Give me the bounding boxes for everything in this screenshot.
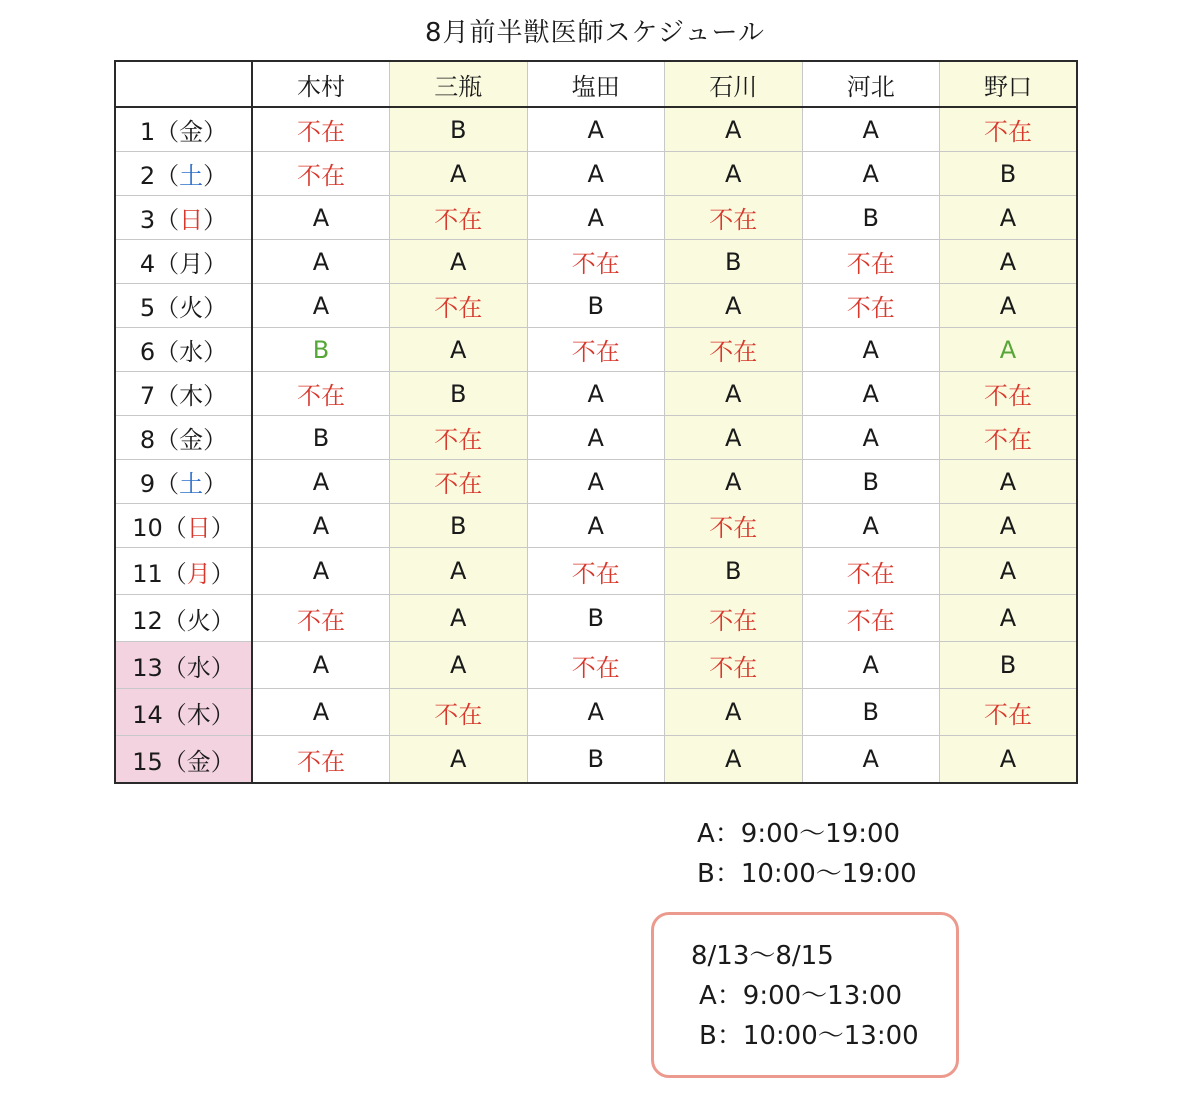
day-number: 6	[139, 338, 156, 366]
shift-cell: 不在	[252, 372, 390, 416]
special-hours-note	[651, 912, 959, 1078]
paren-open: （	[155, 338, 180, 366]
paren-close: ）	[210, 559, 235, 588]
shift-cell: 不在	[665, 504, 803, 548]
shift-cell: A	[252, 284, 390, 328]
paren-close: ）	[203, 338, 228, 366]
shift-cell: 不在	[940, 107, 1078, 152]
legend-line-a: A：9:00〜19:00	[697, 819, 901, 849]
weekday-label: 金	[179, 118, 204, 146]
shift-cell: A	[802, 642, 940, 689]
shift-cell: B	[390, 504, 528, 548]
day-number: 4	[139, 250, 156, 278]
day-cell	[115, 504, 252, 548]
shift-cell: 不在	[665, 642, 803, 689]
corner-cell	[115, 61, 252, 107]
note-line-a: A：9:00〜13:00	[699, 981, 903, 1011]
day-cell	[115, 416, 252, 460]
page-title: 8月前半獣医師スケジュール	[425, 18, 765, 48]
day-number: 11	[132, 559, 163, 588]
paren-open: （	[162, 653, 187, 682]
shift-cell: A	[390, 595, 528, 642]
shift-cell: 不在	[252, 107, 390, 152]
doctor-header: 塩田	[527, 61, 665, 107]
shift-cell: B	[527, 736, 665, 784]
shift-cell: B	[527, 595, 665, 642]
paren-open: （	[155, 382, 180, 410]
shift-cell: 不在	[527, 240, 665, 284]
shift-cell: A	[940, 328, 1078, 372]
shift-cell: A	[252, 548, 390, 595]
shift-cell: 不在	[665, 196, 803, 240]
day-cell	[115, 328, 252, 372]
shift-cell: A	[390, 152, 528, 196]
shift-cell: A	[802, 107, 940, 152]
shift-cell: A	[527, 460, 665, 504]
schedule-row	[115, 642, 1077, 689]
day-cell	[115, 107, 252, 152]
shift-cell: B	[802, 196, 940, 240]
schedule-row	[115, 240, 1077, 284]
day-number: 15	[132, 747, 163, 776]
paren-close: ）	[210, 700, 235, 729]
paren-close: ）	[203, 294, 228, 322]
paren-open: （	[162, 606, 187, 635]
schedule-row	[115, 196, 1077, 240]
weekday-label: 水	[179, 338, 204, 366]
schedule-row	[115, 107, 1077, 152]
day-number: 9	[139, 470, 156, 498]
day-cell	[115, 642, 252, 689]
day-number: 13	[132, 653, 163, 682]
weekday-label: 土	[179, 162, 204, 190]
shift-cell: A	[940, 595, 1078, 642]
shift-cell: A	[940, 240, 1078, 284]
shift-cell: B	[527, 284, 665, 328]
shift-cell: B	[940, 152, 1078, 196]
shift-cell: A	[390, 548, 528, 595]
doctor-header: 木村	[252, 61, 390, 107]
shift-cell: A	[527, 152, 665, 196]
shift-cell: A	[802, 416, 940, 460]
shift-cell: A	[252, 240, 390, 284]
shift-cell: 不在	[527, 328, 665, 372]
shift-cell: A	[390, 642, 528, 689]
schedule-row	[115, 416, 1077, 460]
weekday-label: 月	[186, 559, 211, 588]
shift-cell: A	[802, 372, 940, 416]
schedule-row	[115, 152, 1077, 196]
weekday-label: 土	[179, 470, 204, 498]
paren-close: ）	[210, 514, 235, 542]
shift-cell: A	[802, 152, 940, 196]
shift-cell: A	[802, 736, 940, 784]
paren-close: ）	[203, 382, 228, 410]
paren-close: ）	[210, 747, 235, 776]
shift-cell: 不在	[390, 196, 528, 240]
doctor-header: 石川	[665, 61, 803, 107]
doctor-header: 野口	[940, 61, 1078, 107]
shift-cell: A	[252, 504, 390, 548]
shift-cell: A	[390, 328, 528, 372]
shift-cell: A	[527, 504, 665, 548]
shift-cell: A	[940, 548, 1078, 595]
paren-open: （	[155, 250, 180, 278]
day-cell	[115, 736, 252, 784]
day-number: 14	[132, 700, 163, 729]
shift-cell: A	[252, 196, 390, 240]
paren-open: （	[162, 559, 187, 588]
paren-close: ）	[203, 470, 228, 498]
shift-cell: A	[940, 504, 1078, 548]
legend-line-b: B：10:00〜19:00	[697, 859, 917, 889]
shift-cell: 不在	[940, 689, 1078, 736]
schedule-row	[115, 284, 1077, 328]
shift-cell: A	[527, 372, 665, 416]
schedule-row	[115, 736, 1077, 784]
paren-open: （	[155, 118, 180, 146]
shift-cell: B	[665, 240, 803, 284]
paren-open: （	[155, 470, 180, 498]
shift-cell: A	[527, 689, 665, 736]
shift-cell: 不在	[252, 736, 390, 784]
shift-cell: B	[390, 372, 528, 416]
shift-cell: A	[940, 460, 1078, 504]
day-number: 8	[139, 426, 156, 454]
paren-close: ）	[210, 606, 235, 635]
shift-cell: 不在	[802, 595, 940, 642]
weekday-label: 火	[179, 294, 204, 322]
shift-cell: 不在	[252, 595, 390, 642]
shift-cell: B	[665, 548, 803, 595]
shift-cell: A	[665, 372, 803, 416]
doctor-header: 三瓶	[390, 61, 528, 107]
day-cell	[115, 372, 252, 416]
shift-cell: A	[665, 152, 803, 196]
schedule-row	[115, 460, 1077, 504]
shift-cell: 不在	[252, 152, 390, 196]
weekday-label: 木	[179, 382, 204, 410]
shift-cell: A	[390, 736, 528, 784]
weekday-label: 水	[186, 653, 211, 682]
shift-cell: B	[252, 328, 390, 372]
day-cell	[115, 595, 252, 642]
shift-cell: A	[665, 107, 803, 152]
shift-cell: 不在	[802, 548, 940, 595]
shift-cell: B	[802, 460, 940, 504]
weekday-label: 金	[179, 426, 204, 454]
shift-cell: A	[802, 504, 940, 548]
schedule-row	[115, 689, 1077, 736]
schedule-row	[115, 504, 1077, 548]
shift-cell: 不在	[390, 689, 528, 736]
paren-close: ）	[203, 118, 228, 146]
shift-cell: A	[665, 460, 803, 504]
shift-cell: A	[527, 107, 665, 152]
day-number: 10	[132, 514, 163, 542]
shift-cell: A	[527, 416, 665, 460]
weekday-label: 日	[179, 206, 204, 234]
doctor-header: 河北	[802, 61, 940, 107]
paren-close: ）	[210, 653, 235, 682]
weekday-label: 日	[186, 514, 211, 542]
paren-open: （	[155, 294, 180, 322]
shift-cell: A	[665, 689, 803, 736]
shift-cell: 不在	[940, 372, 1078, 416]
paren-open: （	[155, 206, 180, 234]
paren-open: （	[155, 426, 180, 454]
shift-cell: A	[665, 416, 803, 460]
weekday-label: 月	[179, 250, 204, 278]
shift-cell: A	[940, 196, 1078, 240]
day-number: 12	[132, 606, 163, 635]
paren-open: （	[162, 700, 187, 729]
schedule-row	[115, 595, 1077, 642]
shift-cell: A	[252, 460, 390, 504]
shift-cell: A	[665, 736, 803, 784]
paren-open: （	[162, 514, 187, 542]
weekday-label: 木	[186, 700, 211, 729]
paren-close: ）	[203, 426, 228, 454]
shift-cell: 不在	[527, 642, 665, 689]
shift-cell: 不在	[802, 240, 940, 284]
shift-cell: 不在	[390, 460, 528, 504]
day-number: 2	[139, 162, 156, 190]
day-cell	[115, 240, 252, 284]
shift-cell: 不在	[527, 548, 665, 595]
day-cell	[115, 284, 252, 328]
weekday-label: 火	[186, 606, 211, 635]
shift-cell: 不在	[665, 595, 803, 642]
shift-cell: A	[527, 196, 665, 240]
day-number: 5	[139, 294, 156, 322]
shift-cell: A	[940, 284, 1078, 328]
schedule-table	[114, 60, 1078, 784]
schedule-row	[115, 328, 1077, 372]
paren-close: ）	[203, 162, 228, 190]
shift-cell: A	[390, 240, 528, 284]
day-cell	[115, 152, 252, 196]
shift-cell: B	[940, 642, 1078, 689]
note-line-b: B：10:00〜13:00	[699, 1021, 919, 1051]
day-cell	[115, 196, 252, 240]
header-row	[115, 61, 1077, 107]
shift-cell: A	[252, 689, 390, 736]
schedule-row	[115, 372, 1077, 416]
shift-cell: A	[665, 284, 803, 328]
shift-cell: B	[252, 416, 390, 460]
paren-open: （	[155, 162, 180, 190]
shift-cell: A	[252, 642, 390, 689]
day-number: 1	[139, 118, 156, 146]
day-cell	[115, 548, 252, 595]
shift-cell: B	[802, 689, 940, 736]
day-number: 3	[139, 206, 156, 234]
note-title: 8/13〜8/15	[691, 941, 834, 971]
day-number: 7	[139, 382, 156, 410]
shift-legend	[697, 814, 917, 894]
shift-cell: A	[940, 736, 1078, 784]
shift-cell: A	[802, 328, 940, 372]
paren-open: （	[162, 747, 187, 776]
paren-close: ）	[203, 206, 228, 234]
shift-cell: 不在	[390, 416, 528, 460]
shift-cell: 不在	[802, 284, 940, 328]
shift-cell: 不在	[940, 416, 1078, 460]
day-cell	[115, 460, 252, 504]
shift-cell: 不在	[390, 284, 528, 328]
paren-close: ）	[203, 250, 228, 278]
shift-cell: B	[390, 107, 528, 152]
schedule-row	[115, 548, 1077, 595]
weekday-label: 金	[186, 747, 211, 776]
day-cell	[115, 689, 252, 736]
shift-cell: 不在	[665, 328, 803, 372]
